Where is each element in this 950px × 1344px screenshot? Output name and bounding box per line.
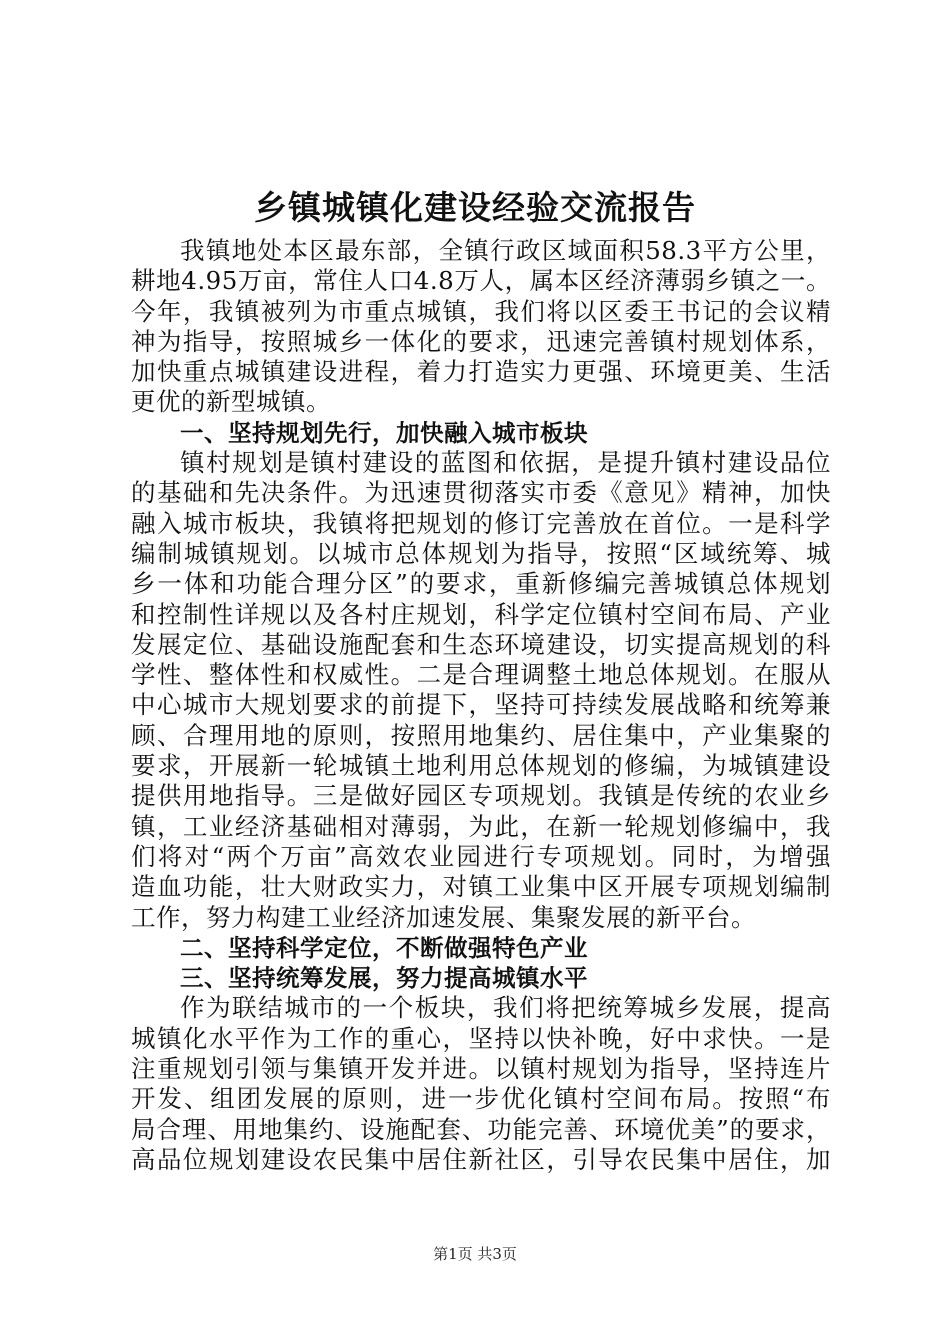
text-line: 们将对“两个万亩”高效农业园进行专项规划。同时，为增强 xyxy=(131,841,831,871)
paragraph-intro xyxy=(131,236,831,418)
text-line: 神为指导，按照城乡一体化的要求，迅速完善镇村规划体系， xyxy=(131,326,831,356)
text-line: 要求，开展新一轮城镇土地利用总体规划的修编，为城镇建设 xyxy=(131,751,831,781)
text-line: 镇村规划是镇村建设的蓝图和依据，是提升镇村建设品位 xyxy=(180,448,831,478)
document-title: 乡镇城镇化建设经验交流报告 xyxy=(254,188,696,227)
text-line: 工作，努力构建工业经济加速发展、集聚发展的新平台。 xyxy=(131,902,756,932)
text-line: 加快重点城镇建设进程，着力打造实力更强、环境更美、生活 xyxy=(131,357,831,387)
text-line: 今年，我镇被列为市重点城镇，我们将以区委王书记的会议精 xyxy=(131,296,831,326)
text-line: 高品位规划建设农民集中居住新社区，引导农民集中居住，加 xyxy=(131,1144,831,1174)
text-line: 提供用地指导。三是做好园区专项规划。我镇是传统的农业乡 xyxy=(131,781,831,811)
document-body xyxy=(131,236,831,1175)
paragraph-development xyxy=(131,993,831,1175)
text-line: 城镇化水平作为工作的重心，坚持以快补晚，好中求快。一是 xyxy=(131,1023,831,1053)
text-line: 顾、合理用地的原则，按照用地集约、居住集中，产业集聚的 xyxy=(131,720,831,750)
text-line: 作为联结城市的一个板块，我们将把统筹城乡发展，提高 xyxy=(180,993,831,1023)
text-line: 局合理、用地集约、设施配套、功能完善、环境优美”的要求， xyxy=(131,1114,831,1144)
text-line: 更优的新型城镇。 xyxy=(131,387,331,417)
text-line: 注重规划引领与集镇开发并进。以镇村规划为指导，坚持连片 xyxy=(131,1054,831,1084)
paragraph-planning xyxy=(131,448,831,933)
section-heading-1: 一、坚持规划先行，加快融入城市板块 xyxy=(180,418,588,447)
text-line: 和控制性详规以及各村庄规划，科学定位镇村空间布局、产业 xyxy=(131,599,831,629)
text-line: 学性、整体性和权威性。二是合理调整土地总体规划。在服从 xyxy=(131,660,831,690)
text-line: 我镇地处本区最东部，全镇行政区域面积58.3平方公里， xyxy=(180,236,831,265)
text-line: 造血功能，壮大财政实力，对镇工业集中区开展专项规划编制 xyxy=(131,872,831,902)
text-line: 的基础和先决条件。为迅速贯彻落实市委《意见》精神，加快 xyxy=(131,478,831,508)
text-line: 发展定位、基础设施配套和生态环境建设，切实提高规划的科 xyxy=(131,629,831,659)
text-line: 镇，工业经济基础相对薄弱，为此，在新一轮规划修编中，我 xyxy=(131,811,831,841)
text-line: 乡一体和功能合理分区”的要求，重新修编完善城镇总体规划 xyxy=(131,569,831,599)
text-line: 中心城市大规划要求的前提下，坚持可持续发展战略和统筹兼 xyxy=(131,690,831,720)
text-line: 融入城市板块，我镇将把规划的修订完善放在首位。一是科学 xyxy=(131,508,831,538)
page-indicator: 第1页 共3页 xyxy=(433,1245,517,1263)
text-line: 编制城镇规划。以城市总体规划为指导，按照“区域统筹、城 xyxy=(131,538,831,568)
text-line: 开发、组团发展的原则，进一步优化镇村空间布局。按照“布 xyxy=(131,1084,831,1114)
section-heading-3: 三、坚持统筹发展，努力提高城镇水平 xyxy=(180,964,588,993)
text-line: 耕地4.95万亩，常住人口4.8万人，属本区经济薄弱乡镇之一。 xyxy=(131,266,831,296)
section-heading-2: 二、坚持科学定位，不断做强特色产业 xyxy=(180,933,588,962)
